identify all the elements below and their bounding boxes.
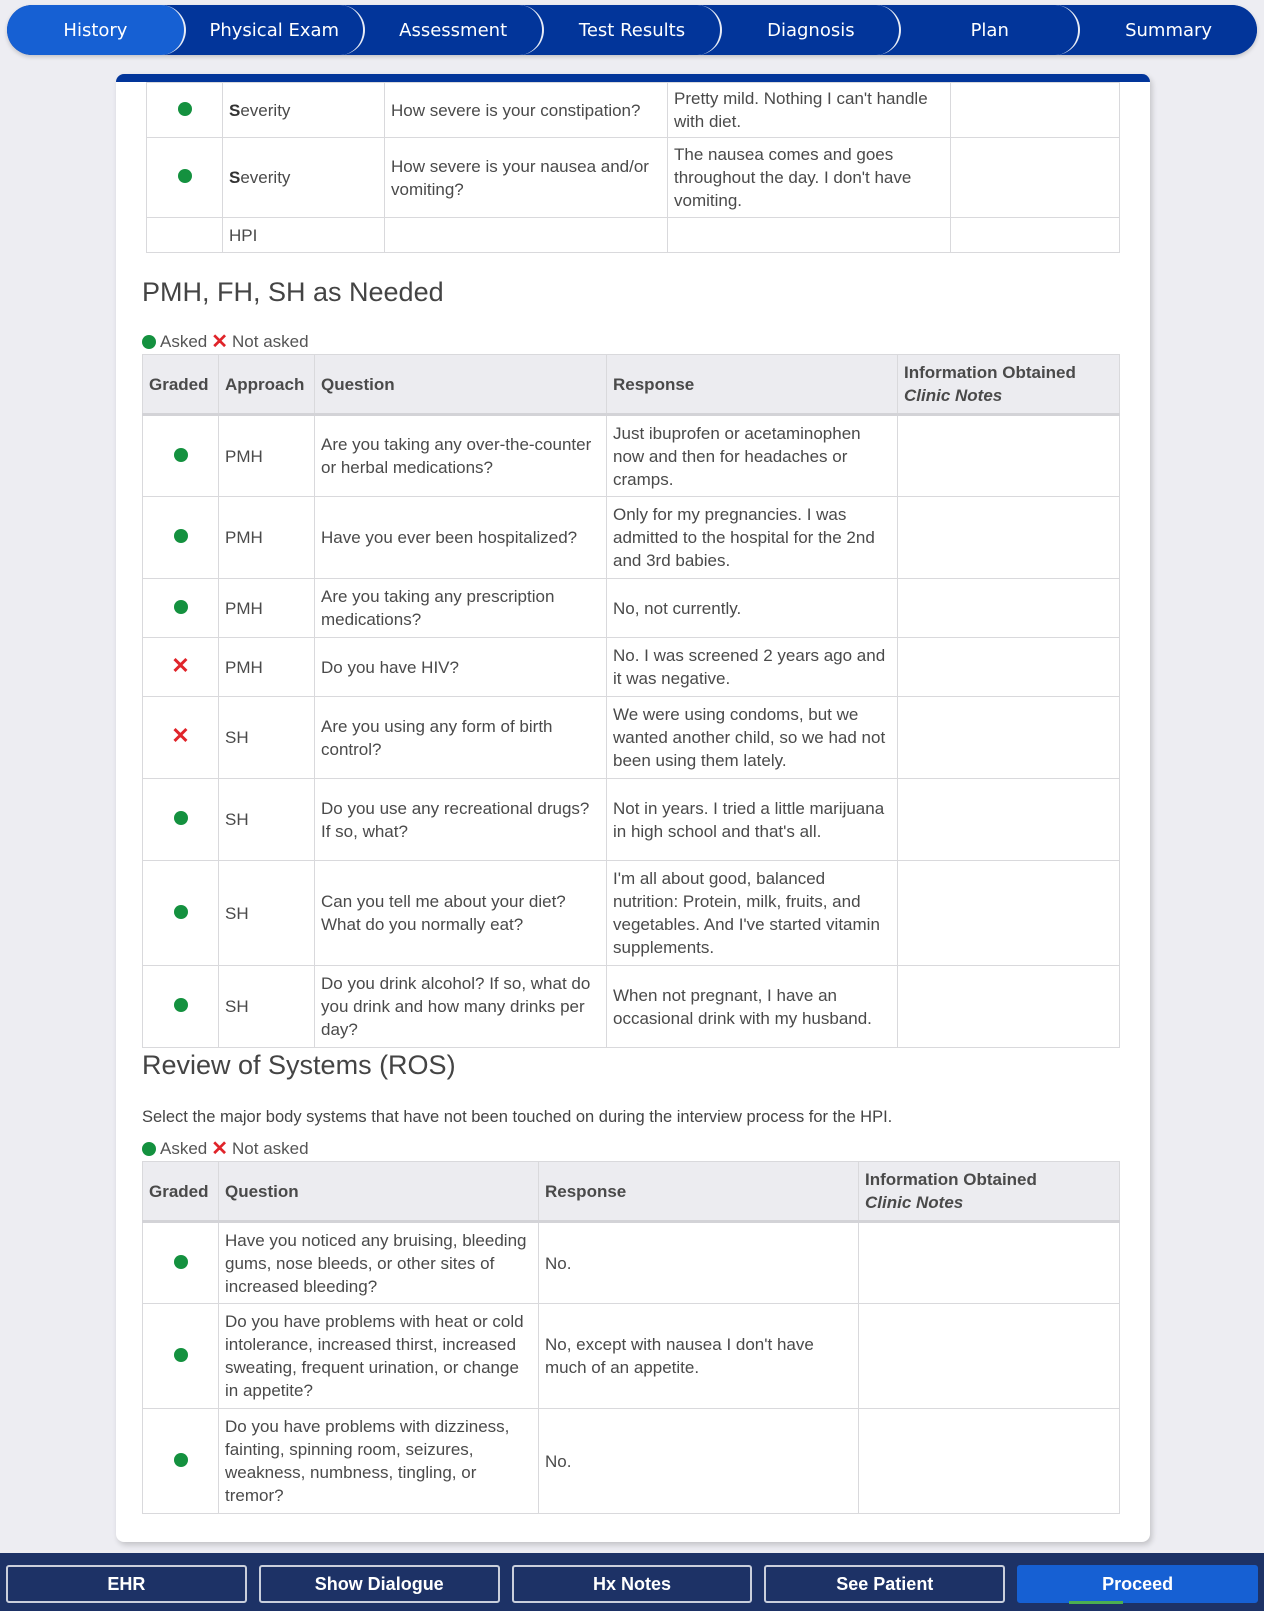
response-cell xyxy=(668,218,951,253)
notes-cell xyxy=(898,579,1120,638)
question-cell: How severe is your nausea and/or vomiting? xyxy=(385,138,668,218)
header-graded: Graded xyxy=(143,355,219,415)
header-clinic-notes-label: Clinic Notes xyxy=(904,386,1003,405)
notes-cell xyxy=(951,218,1120,253)
table-row xyxy=(143,497,1120,579)
table-row xyxy=(143,415,1120,497)
asked-dot-icon xyxy=(174,529,188,543)
proceed-label: Proceed xyxy=(1102,1573,1174,1594)
pmh-table xyxy=(142,354,1120,1048)
asked-dot-icon xyxy=(174,998,188,1012)
question-cell: Have you noticed any bruising, bleeding gums, nose bleeds, or other sites of increased bleeding? xyxy=(219,1222,539,1304)
asked-dot-icon xyxy=(178,169,192,183)
approach-text: HPI xyxy=(229,225,258,245)
ros-table xyxy=(142,1161,1120,1514)
approach-cell: SH xyxy=(219,966,315,1048)
question-cell: Have you ever been hospitalized? xyxy=(315,497,607,579)
asked-dot-icon xyxy=(174,905,188,919)
response-cell: Pretty mild. Nothing I can't handle with diet. xyxy=(668,83,951,138)
section-title-ros: Review of Systems (ROS) xyxy=(142,1050,456,1080)
question-cell: Are you taking any over-the-counter or herbal medications? xyxy=(315,415,607,497)
notes-cell xyxy=(898,697,1120,779)
table-row xyxy=(143,779,1120,861)
bottom-action-bar xyxy=(0,1553,1264,1611)
asked-dot-icon xyxy=(178,102,192,116)
table-row xyxy=(143,1222,1120,1304)
response-cell: The nausea comes and goes throughout the day. I don't have vomiting. xyxy=(668,138,951,218)
question-cell: Are you using any form of birth control? xyxy=(315,697,607,779)
response-cell: I'm all about good, balanced nutrition: Protein, milk, fruits, and vegetables. And I've started vitamin supplements. xyxy=(607,861,898,966)
tab-history[interactable]: History xyxy=(7,5,186,55)
table-row xyxy=(147,218,1120,253)
notes-cell xyxy=(898,415,1120,497)
asked-dot-icon xyxy=(174,1348,188,1362)
table-row xyxy=(143,638,1120,697)
graded-cell xyxy=(143,1222,219,1304)
notes-cell xyxy=(898,861,1120,966)
graded-cell xyxy=(143,966,219,1048)
question-cell: Do you have problems with dizziness, fainting, spinning room, seizures, weakness, numbness, tingling, or tremor? xyxy=(219,1409,539,1514)
approach-cell: SH xyxy=(219,779,315,861)
header-info-obtained xyxy=(898,355,1120,415)
notes-cell xyxy=(951,83,1120,138)
section-title-pmh: PMH, FH, SH as Needed xyxy=(142,277,444,307)
header-question: Question xyxy=(219,1162,539,1222)
table-row xyxy=(143,579,1120,638)
approach-cell: SH xyxy=(219,697,315,779)
graded-cell xyxy=(147,83,223,138)
tab-plan[interactable]: Plan xyxy=(887,5,1080,55)
header-clinic-notes-label: Clinic Notes xyxy=(865,1193,964,1212)
not-asked-x-icon: ✕ xyxy=(211,1138,229,1160)
graded-cell xyxy=(143,415,219,497)
approach-text: everity xyxy=(240,100,291,120)
graded-cell xyxy=(143,861,219,966)
legend-asked-label: Asked xyxy=(160,1139,208,1158)
graded-cell xyxy=(147,218,223,253)
header-info-label: Information Obtained xyxy=(904,363,1076,382)
asked-dot-icon xyxy=(174,600,188,614)
question-cell: Are you taking any prescription medications? xyxy=(315,579,607,638)
table-row xyxy=(143,1409,1120,1514)
table-row xyxy=(143,966,1120,1048)
question-cell xyxy=(385,218,668,253)
legend-not-asked-label: Not asked xyxy=(232,1139,309,1158)
ros-instructions: Select the major body systems that have not been touched on during the interview process for the HPI. xyxy=(142,1108,893,1126)
response-cell: Just ibuprofen or acetaminophen now and then for headaches or cramps. xyxy=(607,415,898,497)
header-info-obtained xyxy=(859,1162,1120,1222)
table-row xyxy=(143,861,1120,966)
notes-cell xyxy=(898,497,1120,579)
question-cell: Do you drink alcohol? If so, what do you drink and how many drinks per day? xyxy=(315,966,607,1048)
not-asked-x-icon: ✕ xyxy=(211,331,229,353)
graded-cell xyxy=(143,497,219,579)
response-cell: No. xyxy=(539,1222,859,1304)
approach-cell xyxy=(223,83,385,138)
graded-cell xyxy=(143,579,219,638)
approach-cell: PMH xyxy=(219,497,315,579)
response-cell: Not in years. I tried a little marijuana in high school and that's all. xyxy=(607,779,898,861)
graded-cell xyxy=(143,638,219,697)
approach-cell xyxy=(223,218,385,253)
question-cell: How severe is your constipation? xyxy=(385,83,668,138)
header-approach: Approach xyxy=(219,355,315,415)
tab-physical-exam[interactable]: Physical Exam xyxy=(172,5,365,55)
graded-cell xyxy=(147,138,223,218)
question-cell: Do you have HIV? xyxy=(315,638,607,697)
asked-dot-icon xyxy=(174,811,188,825)
question-cell: Do you use any recreational drugs? If so, what? xyxy=(315,779,607,861)
response-cell: When not pregnant, I have an occasional drink with my husband. xyxy=(607,966,898,1048)
response-cell: No. I was screened 2 years ago and it was negative. xyxy=(607,638,898,697)
header-response: Response xyxy=(607,355,898,415)
header-graded: Graded xyxy=(143,1162,219,1222)
table-row xyxy=(143,1304,1120,1409)
hx-notes-button[interactable]: Hx Notes xyxy=(512,1565,753,1603)
table-row xyxy=(147,138,1120,218)
history-content-card[interactable] xyxy=(116,74,1150,1542)
asked-dot-icon xyxy=(174,1255,188,1269)
asked-dot-icon xyxy=(174,1453,188,1467)
approach-cell: PMH xyxy=(219,415,315,497)
graded-cell xyxy=(143,697,219,779)
response-cell: We were using condoms, but we wanted another child, so we had not been using them lately. xyxy=(607,697,898,779)
response-cell: No. xyxy=(539,1409,859,1514)
header-question: Question xyxy=(315,355,607,415)
table-header-row xyxy=(143,355,1120,415)
table-row xyxy=(143,697,1120,779)
asked-dot-icon xyxy=(142,1142,156,1156)
tab-summary[interactable]: Summary xyxy=(1066,5,1257,55)
tab-diagnosis[interactable]: Diagnosis xyxy=(708,5,901,55)
not-asked-x-icon: ✕ xyxy=(171,723,190,748)
approach-cell xyxy=(223,138,385,218)
approach-initial: S xyxy=(229,168,241,187)
tab-test-results[interactable]: Test Results xyxy=(530,5,723,55)
question-cell: Do you have problems with heat or cold intolerance, increased thirst, increased sweating, frequent urination, or change in appetite? xyxy=(219,1304,539,1409)
response-cell: Only for my pregnancies. I was admitted to the hospital for the 2nd and 3rd babies. xyxy=(607,497,898,579)
notes-cell xyxy=(898,966,1120,1048)
header-info-label: Information Obtained xyxy=(865,1170,1037,1189)
see-patient-button[interactable]: See Patient xyxy=(764,1565,1005,1603)
ros-legend xyxy=(142,1139,309,1159)
response-cell: No, except with nausea I don't have much of an appetite. xyxy=(539,1304,859,1409)
asked-dot-icon xyxy=(174,448,188,462)
graded-cell xyxy=(143,1409,219,1514)
approach-initial: S xyxy=(229,100,241,120)
approach-cell: PMH xyxy=(219,638,315,697)
graded-cell xyxy=(143,779,219,861)
approach-text: everity xyxy=(240,168,291,187)
table-row xyxy=(147,83,1120,138)
proceed-indicator xyxy=(1069,1601,1123,1604)
asked-dot-icon xyxy=(142,335,156,349)
table-header-row xyxy=(143,1162,1120,1222)
notes-cell xyxy=(859,1222,1120,1304)
approach-cell: SH xyxy=(219,861,315,966)
hpi-table xyxy=(146,82,1120,253)
proceed-button[interactable] xyxy=(1017,1565,1258,1603)
approach-cell: PMH xyxy=(219,579,315,638)
question-cell: Can you tell me about your diet? What do you normally eat? xyxy=(315,861,607,966)
step-tabs xyxy=(7,5,1257,55)
notes-cell xyxy=(859,1304,1120,1409)
header-response: Response xyxy=(539,1162,859,1222)
notes-cell xyxy=(951,138,1120,218)
notes-cell xyxy=(898,779,1120,861)
not-asked-x-icon: ✕ xyxy=(171,652,190,678)
notes-cell xyxy=(898,638,1120,697)
ehr-button[interactable]: EHR xyxy=(6,1565,247,1603)
legend-asked-label: Asked xyxy=(160,332,208,351)
graded-cell xyxy=(143,1304,219,1409)
notes-cell xyxy=(859,1409,1120,1514)
show-dialogue-button[interactable]: Show Dialogue xyxy=(259,1565,500,1603)
response-cell: No, not currently. xyxy=(607,579,898,638)
legend-not-asked-label: Not asked xyxy=(232,332,309,351)
tab-assessment[interactable]: Assessment xyxy=(351,5,544,55)
pmh-legend xyxy=(142,332,309,352)
